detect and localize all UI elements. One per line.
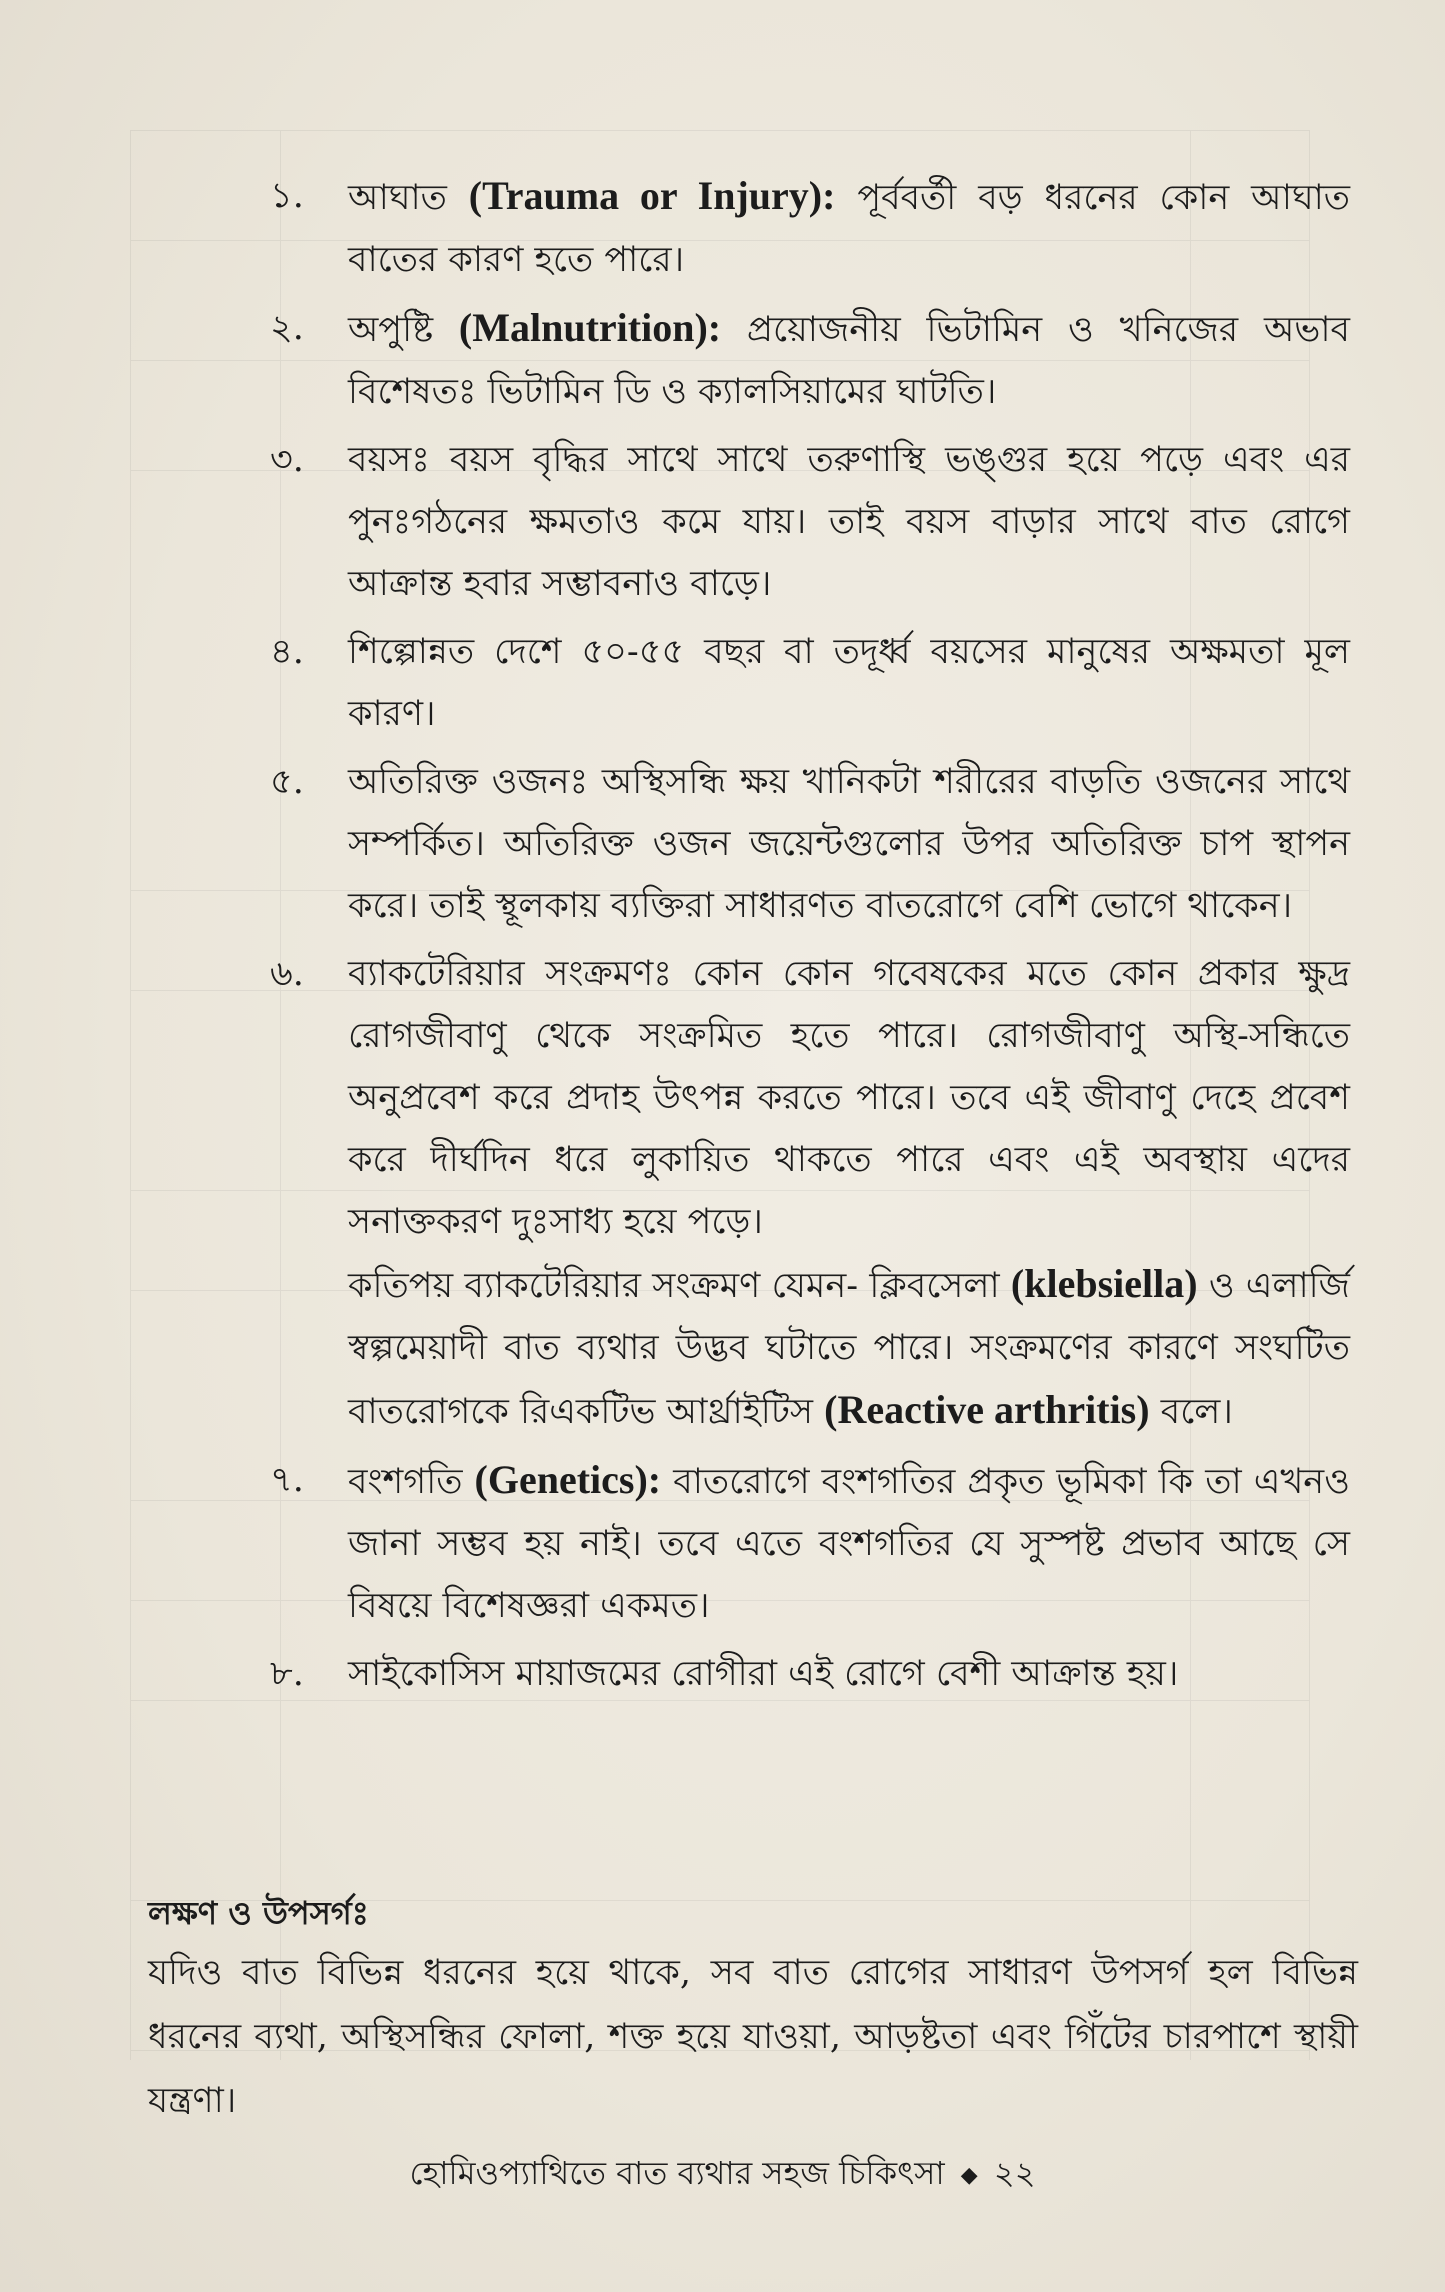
item-text: অতিরিক্ত ওজনঃ অস্থিসন্ধি ক্ষয় খানিকটা শরীরের বাড়তি ওজনের সাথে সম্পর্কিত। অতিরিক্ত ওজন জয়েন্টগুলোর উপর অতিরিক্ত চাপ স্থাপন করে। তাই স্থূলকায় ব্যক্তিরা সাধারণত বাতরোগে বেশি ভোগে থাকেন। — [348, 762, 1350, 926]
item-title: আঘাত — [348, 178, 447, 218]
item-text: শিল্পোন্নত দেশে ৫০-৫৫ বছর বা তদূর্ধ্ব বয়সের মানুষের অক্ষমতা মূল কারণ। — [348, 632, 1350, 734]
subparagraph-text-a: কতিপয় ব্যাকটেরিয়ার সংক্রমণ যেমন- ক্লিবসেলা — [348, 1266, 1000, 1306]
list-item — [270, 297, 1350, 423]
item-english-term: (Genetics): — [474, 1457, 662, 1502]
list-item — [270, 751, 1350, 937]
section-heading: লক্ষণ ও উপসর্গঃ — [148, 1894, 369, 1932]
list-item — [270, 1449, 1350, 1637]
item-title: বংশগতি — [348, 1462, 463, 1502]
subparagraph-text-c: বলে। — [1160, 1392, 1233, 1432]
item-text: ব্যাকটেরিয়ার সংক্রমণঃ কোন কোন গবেষকের মতে কোন প্রকার ক্ষুদ্র রোগজীবাণু থেকে সংক্রমিত হতে পারে। রোগজীবাণু অস্থি-সন্ধিতে অনুপ্রবেশ করে প্রদাহ উৎপন্ন করতে পারে। তবে এই জীবাণু দেহে প্রবেশ করে দীর্ঘদিন ধরে লুকায়িত থাকতে পারে এবং এই অবস্থায় এদের সনাক্তকরণ দুঃসাধ্য হয়ে পড়ে। — [348, 954, 1350, 1242]
page-footer — [0, 2148, 1445, 2202]
item-number: ৭. — [270, 1460, 304, 1500]
page-number: ২২ — [993, 2154, 1036, 2192]
item-text: বয়সঃ বয়স বৃদ্ধির সাথে সাথে তরুণাস্থি ভঙ্গুর হয়ে পড়ে এবং এর পুনঃগঠনের ক্ষমতাও কমে যায়। তাই বয়স বাড়ার সাথে বাত রোগে আক্রান্ত হবার সম্ভাবনাও বাড়ে। — [348, 440, 1350, 604]
list-item — [270, 429, 1350, 615]
list-item — [270, 165, 1350, 291]
item-number: ৫. — [270, 762, 304, 802]
item-text: প্রয়োজনীয় ভিটামিন ও খনিজের অভাব বিশেষতঃ ভিটামিন ডি ও ক্যালসিয়ামের ঘাটতি। — [348, 310, 1350, 412]
list-item — [270, 943, 1350, 1443]
item-title: অপুষ্টি — [348, 310, 434, 350]
running-book-title: হোমিওপ্যাথিতে বাত ব্যথার সহজ চিকিৎসা — [409, 2154, 945, 2192]
item-number: ১. — [270, 176, 304, 216]
item-subparagraph — [348, 1253, 1350, 1443]
item-number: ৬. — [270, 954, 304, 994]
list-item — [270, 1643, 1350, 1705]
item-number: ২. — [270, 308, 304, 348]
list-item — [270, 621, 1350, 745]
symptoms-section — [148, 1885, 1358, 2133]
english-term-reactive-arthritis: (Reactive arthritis) — [824, 1387, 1150, 1432]
subparagraph-text-b: ও এলার্জি স্বল্পমেয়াদী বাত ব্যথার উদ্ভব ঘটাতে পারে। সংক্রমণের কারণে সংঘটিত বাতরোগকে রিএকটিভ আর্থ্রাইটিস — [348, 1266, 1350, 1432]
item-number: ৪. — [270, 632, 304, 672]
item-number: ৩. — [270, 440, 304, 480]
item-english-term: (Trauma or Injury): — [468, 173, 836, 218]
item-text: বাতরোগে বংশগতির প্রকৃত ভূমিকা কি তা এখনও জানা সম্ভব হয় নাই। তবে এতে বংশগতির যে সুস্পষ্ট প্রভাব আছে সে বিষয়ে বিশেষজ্ঞরা একমত। — [348, 1462, 1350, 1626]
item-english-term: (Malnutrition): — [458, 305, 722, 350]
section-body: যদিও বাত বিভিন্ন ধরনের হয়ে থাকে, সব বাত রোগের সাধারণ উপসর্গ হল বিভিন্ন ধরনের ব্যথা, অস্থিসন্ধির ফোলা, শক্ত হয়ে যাওয়া, আড়ষ্টতা এবং গিঁটের চারপাশে স্থায়ী যন্ত্রণা। — [148, 1953, 1358, 2121]
english-term-klebsiella: (klebsiella) — [1010, 1261, 1198, 1306]
item-text: সাইকোসিস মায়াজমের রোগীরা এই রোগে বেশী আক্রান্ত হয়। — [348, 1654, 1179, 1694]
diamond-separator-icon: ◆ — [960, 2163, 978, 2188]
item-text: পূর্ববর্তী বড় ধরনের কোন আঘাত বাতের কারণ হতে পারে। — [348, 178, 1350, 280]
causes-list — [270, 165, 1350, 1711]
item-number: ৮. — [270, 1654, 304, 1694]
